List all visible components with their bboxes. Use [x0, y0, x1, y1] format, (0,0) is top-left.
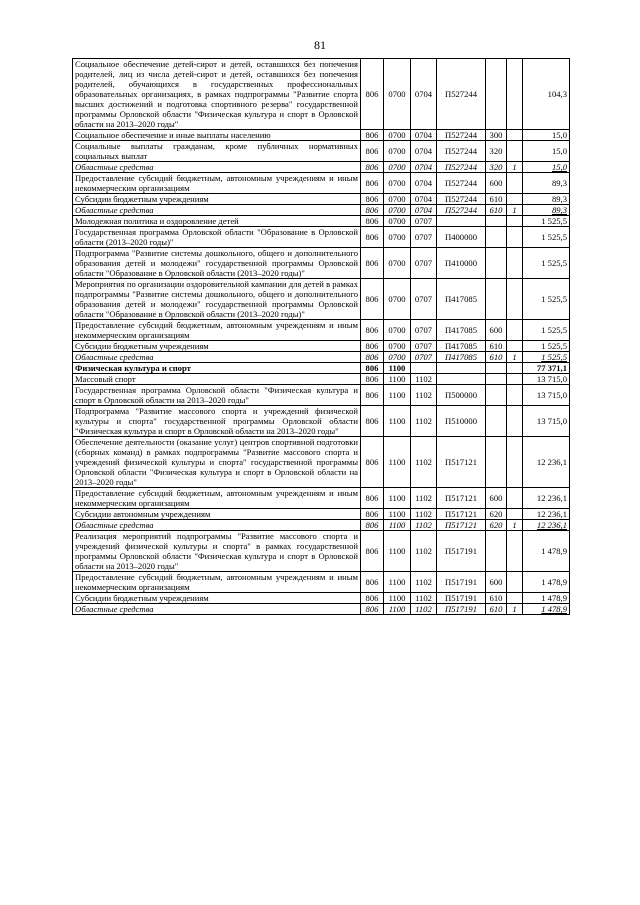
table-row	[73, 363, 570, 374]
target-article-cell: П527244	[437, 194, 486, 205]
fund-code-cell	[507, 531, 523, 572]
expense-type-cell	[486, 227, 507, 248]
subsection-code-cell: 0704	[411, 194, 437, 205]
expense-type-cell: 600	[486, 320, 507, 341]
item-name-cell: Субсидии бюджетным учреждениям	[73, 341, 361, 352]
expense-type-cell: 610	[486, 604, 507, 615]
amount-cell: 1 525,5	[523, 248, 570, 279]
target-article-cell: П527244	[437, 173, 486, 194]
subsection-code-cell: 0707	[411, 341, 437, 352]
item-name-cell: Государственная программа Орловской области "Физическая культура и спорт в Орловской области на 2013–2020 годы"	[73, 385, 361, 406]
section-code-cell: 0700	[384, 141, 411, 162]
fund-code-cell: 1	[507, 162, 523, 173]
item-name-cell: Мероприятия по организации оздоровительной кампании для детей в рамках подпрограммы "Развитие системы дошкольного, общего и дополнительного образования детей и молодежи" государственной программы Орловской области "Образование в Орловской области (2013–2020 годы)"	[73, 279, 361, 320]
admin-code-cell: 806	[361, 520, 384, 531]
admin-code-cell: 806	[361, 363, 384, 374]
table-row	[73, 352, 570, 363]
admin-code-cell: 806	[361, 173, 384, 194]
section-code-cell: 1100	[384, 385, 411, 406]
section-code-cell: 0700	[384, 279, 411, 320]
section-code-cell: 0700	[384, 216, 411, 227]
admin-code-cell: 806	[361, 572, 384, 593]
admin-code-cell: 806	[361, 385, 384, 406]
target-article-cell: П400000	[437, 227, 486, 248]
expense-type-cell: 320	[486, 141, 507, 162]
subsection-code-cell	[411, 363, 437, 374]
table-row	[73, 374, 570, 385]
section-code-cell: 1100	[384, 604, 411, 615]
target-article-cell: П527244	[437, 205, 486, 216]
item-name-cell: Подпрограмма "Развитие системы дошкольного, общего и дополнительного образования детей и молодежи" государственной программы Орловской области "Образование в Орловской области (2013–2020 годы)"	[73, 248, 361, 279]
section-code-cell: 0700	[384, 227, 411, 248]
section-code-cell: 1100	[384, 406, 411, 437]
section-code-cell: 0700	[384, 173, 411, 194]
expense-type-cell: 610	[486, 352, 507, 363]
item-name-cell: Областные средства	[73, 352, 361, 363]
admin-code-cell: 806	[361, 604, 384, 615]
table-row	[73, 488, 570, 509]
table-row	[73, 194, 570, 205]
fund-code-cell	[507, 59, 523, 130]
section-code-cell: 0700	[384, 248, 411, 279]
item-name-cell: Областные средства	[73, 205, 361, 216]
section-code-cell: 0700	[384, 320, 411, 341]
subsection-code-cell: 0704	[411, 173, 437, 194]
amount-cell: 1 525,5	[523, 320, 570, 341]
admin-code-cell: 806	[361, 352, 384, 363]
fund-code-cell	[507, 227, 523, 248]
target-article-cell: П527244	[437, 59, 486, 130]
subsection-code-cell: 0704	[411, 162, 437, 173]
item-name-cell: Областные средства	[73, 520, 361, 531]
target-article-cell: П410000	[437, 248, 486, 279]
expense-type-cell: 600	[486, 173, 507, 194]
target-article-cell	[437, 374, 486, 385]
table-row	[73, 279, 570, 320]
table-row	[73, 227, 570, 248]
section-code-cell: 0700	[384, 162, 411, 173]
subsection-code-cell: 1102	[411, 520, 437, 531]
table-row	[73, 385, 570, 406]
table-row	[73, 141, 570, 162]
amount-cell: 15,0	[523, 141, 570, 162]
table-row	[73, 162, 570, 173]
table-row	[73, 59, 570, 130]
fund-code-cell	[507, 130, 523, 141]
admin-code-cell: 806	[361, 141, 384, 162]
target-article-cell: П417085	[437, 352, 486, 363]
amount-cell: 15,0	[523, 130, 570, 141]
amount-cell: 104,3	[523, 59, 570, 130]
expense-type-cell: 620	[486, 520, 507, 531]
fund-code-cell	[507, 385, 523, 406]
amount-cell: 12 236,1	[523, 520, 570, 531]
admin-code-cell: 806	[361, 320, 384, 341]
fund-code-cell: 1	[507, 352, 523, 363]
target-article-cell: П500000	[437, 385, 486, 406]
amount-cell: 1 525,5	[523, 341, 570, 352]
fund-code-cell	[507, 320, 523, 341]
section-code-cell: 1100	[384, 363, 411, 374]
expense-type-cell	[486, 363, 507, 374]
admin-code-cell: 806	[361, 130, 384, 141]
expense-type-cell	[486, 385, 507, 406]
expense-type-cell: 610	[486, 593, 507, 604]
target-article-cell: П510000	[437, 406, 486, 437]
table-row	[73, 572, 570, 593]
item-name-cell: Социальные выплаты гражданам, кроме публичных нормативных социальных выплат	[73, 141, 361, 162]
subsection-code-cell: 1102	[411, 488, 437, 509]
table-row	[73, 320, 570, 341]
section-code-cell: 1100	[384, 572, 411, 593]
item-name-cell: Обеспечение деятельности (оказание услуг) центров спортивной подготовки (сборных команд) в рамках подпрограммы "Развитие массового спорта и учреждений физической культуры и спорта" государственной программы Орловской области "Физическая культура и спорт в Орловской области на 2013–2020 годы"	[73, 437, 361, 488]
fund-code-cell	[507, 572, 523, 593]
section-code-cell: 1100	[384, 437, 411, 488]
item-name-cell: Социальное обеспечение детей-сирот и детей, оставшихся без попечения родителей, лиц из числа детей-сирот и детей, оставшихся без попечения родителей, обучающихся в государственных профессиональных образовательных организациях, в рамках подпрограммы "Развитие спорта высших достижений и подготовка спортивного резерва" государственной программы Орловской области "Физическая культура и спорт в Орловской области на 2013–2020 годы"	[73, 59, 361, 130]
admin-code-cell: 806	[361, 216, 384, 227]
target-article-cell: П417085	[437, 320, 486, 341]
target-article-cell: П517121	[437, 520, 486, 531]
item-name-cell: Предоставление субсидий бюджетным, автономным учреждениям и иным некоммерческим организациям	[73, 488, 361, 509]
section-code-cell: 0700	[384, 194, 411, 205]
item-name-cell: Субсидии бюджетным учреждениям	[73, 194, 361, 205]
amount-cell: 13 715,0	[523, 406, 570, 437]
fund-code-cell	[507, 363, 523, 374]
table-row	[73, 248, 570, 279]
admin-code-cell: 806	[361, 227, 384, 248]
target-article-cell: П527244	[437, 130, 486, 141]
section-code-cell: 1100	[384, 593, 411, 604]
admin-code-cell: 806	[361, 194, 384, 205]
amount-cell: 1 525,5	[523, 279, 570, 320]
table-row	[73, 509, 570, 520]
fund-code-cell	[507, 248, 523, 279]
item-name-cell: Молодежная политика и оздоровление детей	[73, 216, 361, 227]
expense-type-cell	[486, 216, 507, 227]
fund-code-cell	[507, 141, 523, 162]
subsection-code-cell: 0707	[411, 320, 437, 341]
section-code-cell: 1100	[384, 374, 411, 385]
fund-code-cell: 1	[507, 520, 523, 531]
target-article-cell: П517121	[437, 488, 486, 509]
target-article-cell: П517191	[437, 604, 486, 615]
table-row	[73, 604, 570, 615]
expense-type-cell: 320	[486, 162, 507, 173]
item-name-cell: Субсидии автономным учреждениям	[73, 509, 361, 520]
admin-code-cell: 806	[361, 59, 384, 130]
target-article-cell: П517191	[437, 531, 486, 572]
target-article-cell: П517191	[437, 572, 486, 593]
item-name-cell: Областные средства	[73, 604, 361, 615]
subsection-code-cell: 1102	[411, 593, 437, 604]
table-row	[73, 531, 570, 572]
section-code-cell: 0700	[384, 341, 411, 352]
fund-code-cell	[507, 194, 523, 205]
subsection-code-cell: 0707	[411, 352, 437, 363]
section-code-cell: 1100	[384, 488, 411, 509]
fund-code-cell	[507, 488, 523, 509]
budget-table	[72, 58, 570, 615]
item-name-cell: Субсидии бюджетным учреждениям	[73, 593, 361, 604]
section-code-cell: 1100	[384, 520, 411, 531]
page-number: 81	[314, 38, 326, 52]
expense-type-cell	[486, 531, 507, 572]
admin-code-cell: 806	[361, 279, 384, 320]
amount-cell: 77 371,1	[523, 363, 570, 374]
fund-code-cell	[507, 593, 523, 604]
amount-cell: 13 715,0	[523, 374, 570, 385]
item-name-cell: Предоставление субсидий бюджетным, автономным учреждениям и иным некоммерческим организациям	[73, 173, 361, 194]
section-code-cell: 1100	[384, 531, 411, 572]
amount-cell: 1 478,9	[523, 531, 570, 572]
amount-cell: 89,3	[523, 173, 570, 194]
admin-code-cell: 806	[361, 374, 384, 385]
target-article-cell: П417085	[437, 341, 486, 352]
fund-code-cell: 1	[507, 604, 523, 615]
subsection-code-cell: 1102	[411, 437, 437, 488]
expense-type-cell: 610	[486, 205, 507, 216]
table-row	[73, 520, 570, 531]
amount-cell: 1 525,5	[523, 227, 570, 248]
admin-code-cell: 806	[361, 341, 384, 352]
fund-code-cell	[507, 341, 523, 352]
subsection-code-cell: 0707	[411, 216, 437, 227]
admin-code-cell: 806	[361, 248, 384, 279]
section-code-cell: 0700	[384, 205, 411, 216]
fund-code-cell	[507, 509, 523, 520]
expense-type-cell: 610	[486, 341, 507, 352]
subsection-code-cell: 0704	[411, 205, 437, 216]
table-row	[73, 216, 570, 227]
admin-code-cell: 806	[361, 162, 384, 173]
target-article-cell: П517191	[437, 593, 486, 604]
item-name-cell: Физическая культура и спорт	[73, 363, 361, 374]
subsection-code-cell: 0704	[411, 141, 437, 162]
admin-code-cell: 806	[361, 406, 384, 437]
item-name-cell: Государственная программа Орловской области "Образование в Орловской области (2013–2020 годы)"	[73, 227, 361, 248]
amount-cell: 12 236,1	[523, 488, 570, 509]
admin-code-cell: 806	[361, 509, 384, 520]
item-name-cell: Предоставление субсидий бюджетным, автономным учреждениям и иным некоммерческим организациям	[73, 572, 361, 593]
amount-cell: 1 478,9	[523, 604, 570, 615]
expense-type-cell: 600	[486, 488, 507, 509]
section-code-cell: 1100	[384, 509, 411, 520]
admin-code-cell: 806	[361, 593, 384, 604]
expense-type-cell	[486, 248, 507, 279]
amount-cell: 89,3	[523, 194, 570, 205]
fund-code-cell	[507, 406, 523, 437]
budget-table-body	[73, 59, 570, 615]
amount-cell: 13 715,0	[523, 385, 570, 406]
amount-cell: 1 525,5	[523, 352, 570, 363]
subsection-code-cell: 0707	[411, 248, 437, 279]
table-row	[73, 341, 570, 352]
item-name-cell: Массовый спорт	[73, 374, 361, 385]
table-row	[73, 130, 570, 141]
fund-code-cell: 1	[507, 205, 523, 216]
admin-code-cell: 806	[361, 205, 384, 216]
amount-cell: 15,0	[523, 162, 570, 173]
fund-code-cell	[507, 216, 523, 227]
amount-cell: 12 236,1	[523, 509, 570, 520]
item-name-cell: Социальное обеспечение и иные выплаты населению	[73, 130, 361, 141]
fund-code-cell	[507, 374, 523, 385]
subsection-code-cell: 1102	[411, 374, 437, 385]
amount-cell: 1 478,9	[523, 593, 570, 604]
section-code-cell: 0700	[384, 352, 411, 363]
subsection-code-cell: 1102	[411, 385, 437, 406]
section-code-cell: 0700	[384, 130, 411, 141]
expense-type-cell	[486, 374, 507, 385]
expense-type-cell: 620	[486, 509, 507, 520]
amount-cell: 12 236,1	[523, 437, 570, 488]
target-article-cell	[437, 363, 486, 374]
subsection-code-cell: 0707	[411, 279, 437, 320]
amount-cell: 1 525,5	[523, 216, 570, 227]
table-row	[73, 437, 570, 488]
subsection-code-cell: 0707	[411, 227, 437, 248]
item-name-cell: Предоставление субсидий бюджетным, автономным учреждениям и иным некоммерческим организациям	[73, 320, 361, 341]
target-article-cell: П417085	[437, 279, 486, 320]
item-name-cell: Подпрограмма "Развитие массового спорта и учреждений физической культуры и спорта" государственной программы Орловской области "Физическая культура и спорт в Орловской области на 2013–2020 годы"	[73, 406, 361, 437]
target-article-cell	[437, 216, 486, 227]
expense-type-cell: 300	[486, 130, 507, 141]
section-code-cell: 0700	[384, 59, 411, 130]
table-row	[73, 173, 570, 194]
target-article-cell: П517121	[437, 509, 486, 520]
table-row	[73, 593, 570, 604]
fund-code-cell	[507, 279, 523, 320]
table-row	[73, 205, 570, 216]
expense-type-cell	[486, 406, 507, 437]
admin-code-cell: 806	[361, 531, 384, 572]
target-article-cell: П527244	[437, 162, 486, 173]
amount-cell: 1 478,9	[523, 572, 570, 593]
item-name-cell: Областные средства	[73, 162, 361, 173]
expense-type-cell	[486, 437, 507, 488]
subsection-code-cell: 1102	[411, 509, 437, 520]
expense-type-cell	[486, 279, 507, 320]
amount-cell: 89,3	[523, 205, 570, 216]
subsection-code-cell: 0704	[411, 59, 437, 130]
expense-type-cell: 600	[486, 572, 507, 593]
fund-code-cell	[507, 173, 523, 194]
item-name-cell: Реализация мероприятий подпрограммы "Развитие массового спорта и учреждений физической культуры и спорта" в рамках государственной программы Орловской области "Физическая культура и спорт в Орловской области на 2013–2020 годы"	[73, 531, 361, 572]
target-article-cell: П517121	[437, 437, 486, 488]
subsection-code-cell: 0704	[411, 130, 437, 141]
table-row	[73, 406, 570, 437]
fund-code-cell	[507, 437, 523, 488]
expense-type-cell: 610	[486, 194, 507, 205]
subsection-code-cell: 1102	[411, 572, 437, 593]
subsection-code-cell: 1102	[411, 406, 437, 437]
expense-type-cell	[486, 59, 507, 130]
admin-code-cell: 806	[361, 488, 384, 509]
subsection-code-cell: 1102	[411, 604, 437, 615]
target-article-cell: П527244	[437, 141, 486, 162]
admin-code-cell: 806	[361, 437, 384, 488]
subsection-code-cell: 1102	[411, 531, 437, 572]
